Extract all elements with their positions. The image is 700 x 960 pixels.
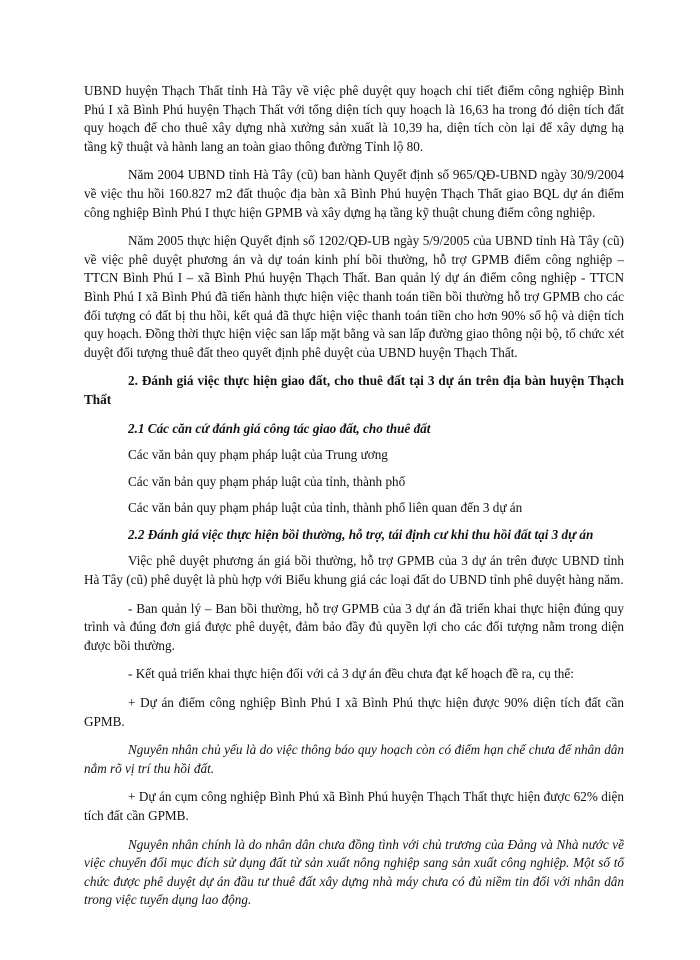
paragraph-2004-decision: Năm 2004 UBND tỉnh Hà Tây (cũ) ban hành Quyết định số 965/QĐ-UBND ngày 30/9/2004 về việc thu hồi 160.827 m2 đất thuộc địa bàn xã Bình Phú huyện Thạch Thất giao BQL dự án điểm công nghiệp Bình Phú I thực hiện GPMB và xây dựng hạ tầng kỹ thuật chung điểm công nghiệp.	[84, 167, 624, 220]
section-heading-2: 2. Đánh giá việc thực hiện giao đất, cho thuê đất tại 3 dự án trên địa bàn huyện Thạch Thất	[84, 373, 624, 407]
list-item-project-regulations: Các văn bản quy phạm pháp luật của tỉnh, thành phố liên quan đến 3 dự án	[128, 500, 523, 516]
paragraph-2005-decision: Năm 2005 thực hiện Quyết định số 1202/QĐ-UB ngày 5/9/2005 của UBND tỉnh Hà Tây (cũ) về việc phê duyệt phương án và dự toán kinh phí bồi thường, hỗ trợ GPMB điểm công nghiệp – TTCN Bình Phú I – xã Bình Phú huyện Thạch Thất. Ban quản lý dự án điểm công nghiệp - TTCN Bình Phú I xã Bình Phú đã tiến hành thực hiện việc thanh toán tiền bồi thường hỗ trợ GPMB cho các đối tượng có đất bị thu hồi, kết quả đã thực hiện việc thanh toán tiền cho hơn 90% số hộ và diện tích quy hoạch. Đồng thời thực hiện việc san lấp mặt bằng và san lấp đường giao thông nội bộ, tổ chức xét duyệt đối tượng thuê đất theo quyết định phê duyệt của UBND huyện Thạch Thất.	[84, 233, 624, 360]
subsection-heading-2-1: 2.1 Các căn cứ đánh giá công tác giao đất, cho thuê đất	[128, 420, 431, 436]
paragraph-cluster-reason: Nguyên nhân chính là do nhân dân chưa đồng tình với chủ trương của Đảng và Nhà nước về việc chuyển đổi mục đích sử dụng đất từ sản xuất nông nghiệp sang sản xuất công nghiệp. Một số tổ chức được phê duyệt dự án đầu tư thuê đất xây dựng nhà máy chưa có đủ niềm tin đối với nhân dân trong việc tuyển dụng lao động.	[84, 836, 624, 908]
paragraph-cluster-result: + Dự án cụm công nghiệp Bình Phú xã Bình Phú huyện Thạch Thất thực hiện được 62% diện tích đất cần GPMB.	[84, 789, 624, 823]
paragraph-results-intro: - Kết quả triển khai thực hiện đối với cả 3 dự án đều chưa đạt kế hoạch đề ra, cụ thể:	[128, 666, 574, 682]
paragraph-management-board: - Ban quản lý – Ban bồi thường, hỗ trợ GPMB của 3 dự án đã triển khai thực hiện đúng quy trình và đúng đơn giá được phê duyệt, đảm bảo đầy đủ quyền lợi cho các đối tượng nằm trong diện được bồi thường.	[84, 600, 624, 653]
list-item-provincial-regulations: Các văn bản quy phạm pháp luật của tỉnh, thành phố	[128, 473, 406, 489]
subsection-heading-2-2: 2.2 Đánh giá việc thực hiện bồi thường, hỗ trợ, tái định cư khi thu hồi đất tại 3 dự án	[128, 526, 594, 542]
paragraph-binh-phu-i-reason: Nguyên nhân chủ yếu là do việc thông báo quy hoạch còn có điểm hạn chế chưa để nhân dân nắm rõ vị trí thu hồi đất.	[84, 742, 624, 776]
list-item-central-regulations: Các văn bản quy phạm pháp luật của Trung ương	[128, 447, 388, 463]
paragraph-price-approval: Việc phê duyệt phương án giá bồi thường, hỗ trợ GPMB của 3 dự án trên được UBND tỉnh Hà Tây (cũ) phê duyệt là phù hợp với Biểu khung giá các loại đất do UBND tỉnh phê duyệt hàng năm.	[84, 553, 624, 588]
document-body	[84, 82, 624, 920]
paragraph-binh-phu-i-result: + Dự án điểm công nghiệp Bình Phú I xã Bình Phú thực hiện được 90% diện tích đất cần GPMB.	[84, 695, 624, 729]
paragraph-continuation: UBND huyện Thạch Thất tỉnh Hà Tây về việc phê duyệt quy hoạch chi tiết điểm công nghiệp Bình Phú I xã Bình Phú huyện Thạch Thất với tổng diện tích quy hoạch là 16,63 ha trong đó diện tích đất quy hoạch để cho thuê xây dựng nhà xưởng sản xuất là 10,39 ha, diện tích còn lại để xây dựng hạ tầng kỹ thuật và hành lang an toàn giao thông đường Tỉnh lộ 80.	[84, 83, 624, 154]
